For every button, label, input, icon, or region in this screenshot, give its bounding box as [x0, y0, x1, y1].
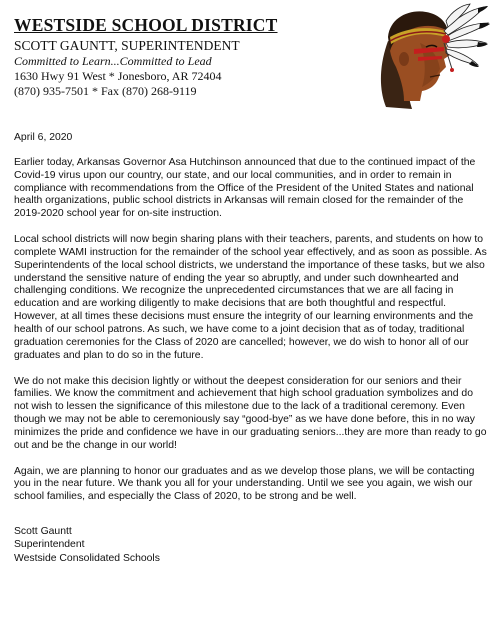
letter-paragraph-4: Again, we are planning to honor our graduates and as we develop those plans, we will be contacting you in the near future. We thank you all for your understanding. Until we see you again, we wish our school families, and especially the Class of 2020, to be strong and be well.	[14, 465, 475, 503]
signature-organization: Westside Consolidated Schools	[14, 552, 160, 564]
district-phone: (870) 935-7501 * Fax (870) 268-9119	[14, 84, 197, 98]
signature-name: Scott Gauntt	[14, 526, 72, 538]
letter-paragraph-3: We do not make this decision lightly or without the deepest consideration for our seniors and their families. We know the commitment and achievement that high school graduation symbolizes and do not wish to lessen the significance of this milestone due to the lack of a traditional ceremony. Even though we may not be able to ceremoniously say “good-bye” as we have done before, this in no way minimizes the pride and confidence we have in our graduating seniors...they are more than ready to go out and be the change in our world!	[14, 375, 487, 451]
superintendent-name: SCOTT GAUNTT, SUPERINTENDENT	[14, 38, 240, 53]
letterhead	[14, 15, 344, 99]
signature-title: Superintendent	[14, 539, 85, 551]
signature-gap	[14, 517, 488, 525]
letter-body	[14, 132, 488, 565]
district-name: WESTSIDE SCHOOL DISTRICT	[14, 15, 278, 35]
district-motto: Committed to Learn...Committed to Lead	[14, 54, 212, 68]
letter-paragraph-2: Local school districts will now begin sharing plans with their teachers, parents, and students on how to complete WAMI instruction for the remainder of the school year effectively, and as soon as possible. As Superintendents of the local school districts, we understand the importance of these tasks, but we also understand the sensitive nature of ending the year so abruptly, and under such downhearted and challenging conditions. We recognize the unprecedented circumstances that we are all facing in education and are working diligently to make decisions that are both thoughtful and respectful. However, at all times these decisions must ensure the integrity of our learning environments and the health of our school patrons. As such, we have come to a joint decision that as of today, traditional graduation ceremonies for the Class of 2020 are cancelled; however, we do wish to honor all of our graduates and plan to do so in the future.	[14, 234, 487, 361]
native-chief-mascot-icon	[360, 3, 492, 113]
district-address: 1630 Hwy 91 West * Jonesboro, AR 72404	[14, 69, 222, 83]
letter-date: April 6, 2020	[14, 132, 73, 143]
letter-paragraph-1: Earlier today, Arkansas Governor Asa Hutchinson announced that due to the continued impact of the Covid-19 virus upon our country, our state, and our local communities, and in order to remain in compliance with recommendations from the Office of the President of the United States and national health organizations, public school districts in Arkansas will remain closed for the remainder of the 2019-2020 school year for on-site instruction.	[14, 156, 476, 220]
